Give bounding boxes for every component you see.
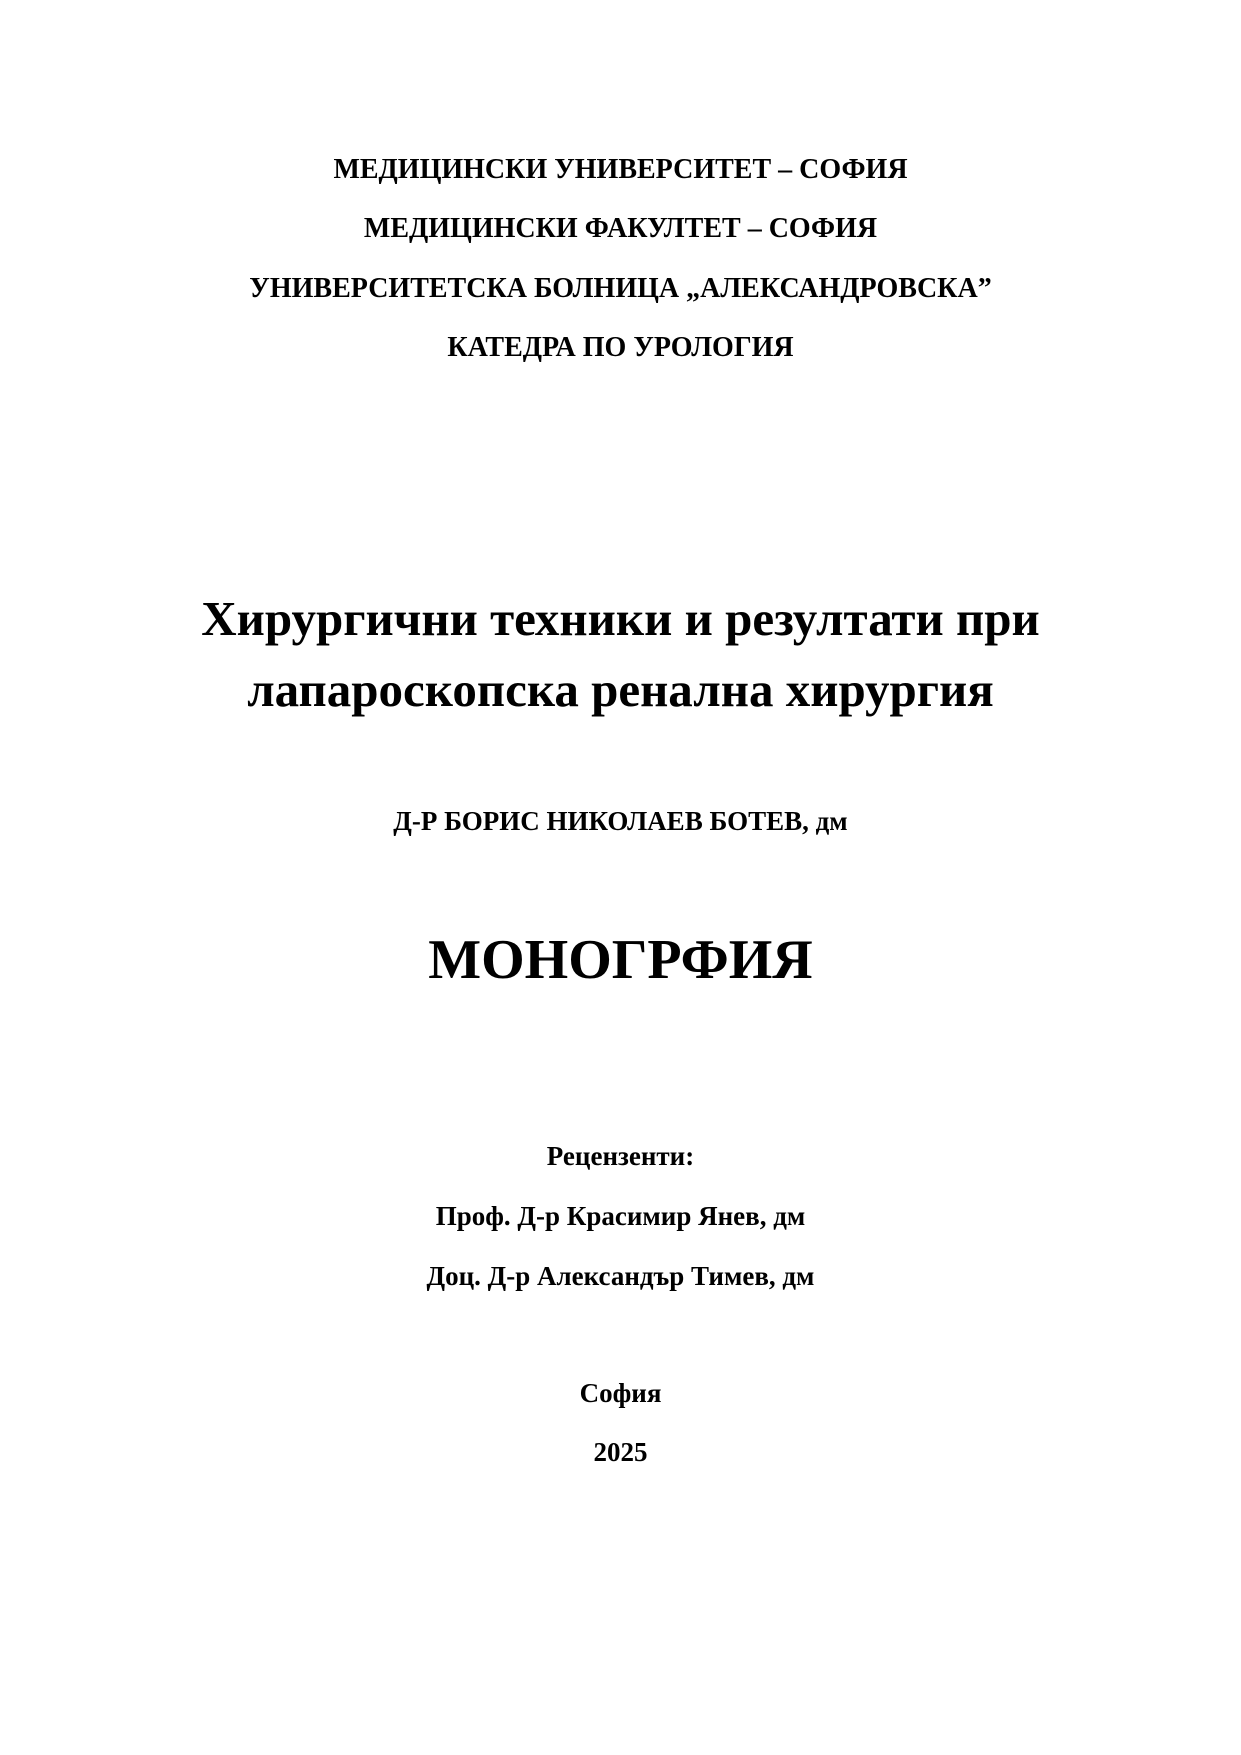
publication-city: София — [579, 1378, 662, 1408]
reviewers-heading: Рецензенти: — [546, 1141, 695, 1171]
book-title-line-2: лапароскопска ренална хирургия — [247, 662, 994, 717]
reviewer-1: Проф. Д-р Красимир Янев, дм — [435, 1201, 806, 1231]
book-title-line-1: Хирургични техники и резултати при — [201, 591, 1040, 646]
publication-year: 2025 — [593, 1437, 648, 1467]
institution-hospital: УНИВЕРСИТЕТСКА БОЛНИЦА „АЛЕКСАНДРОВСКА” — [249, 273, 992, 304]
institution-university: МЕДИЦИНСКИ УНИВЕРСИТЕТ – СОФИЯ — [333, 154, 908, 185]
reviewer-2: Доц. Д-р Александър Тимев, дм — [426, 1261, 815, 1291]
institution-department: КАТЕДРА ПО УРОЛОГИЯ — [447, 332, 794, 363]
genre-label: МОНОГРФИЯ — [428, 929, 813, 991]
institution-faculty: МЕДИЦИНСКИ ФАКУЛТЕТ – СОФИЯ — [363, 213, 878, 244]
author-name: Д-Р БОРИС НИКОЛАЕВ БОТЕВ, дм — [393, 806, 848, 836]
